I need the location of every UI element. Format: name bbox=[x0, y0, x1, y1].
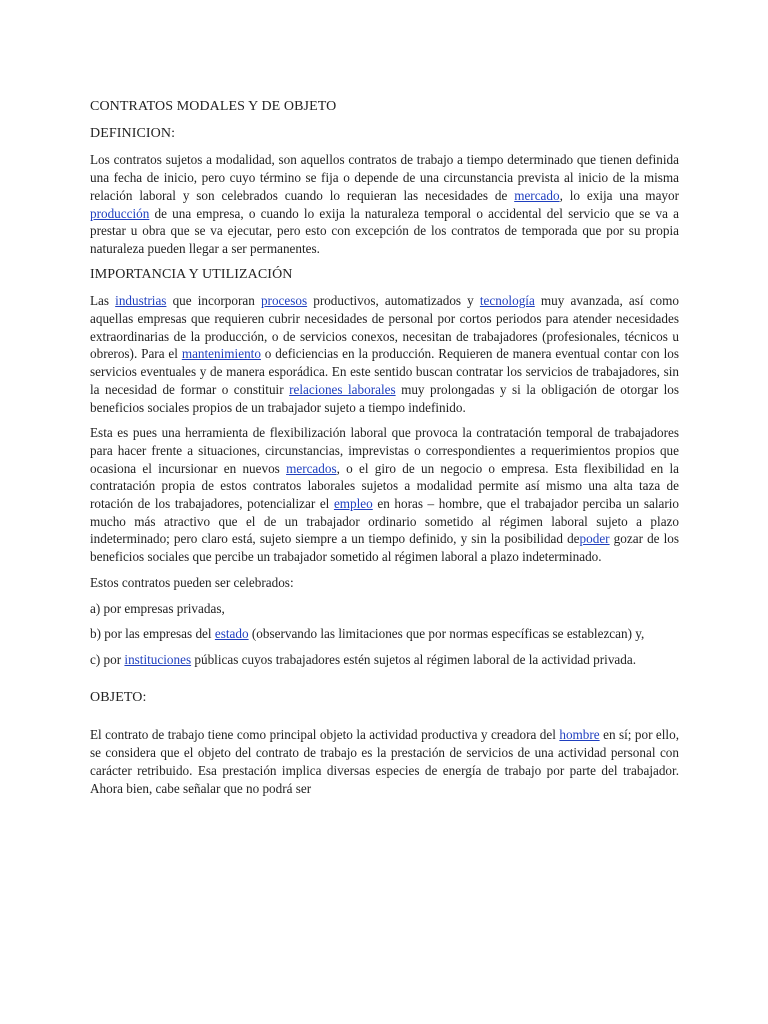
text-run: , o el giro de un negocio o empresa. Esta flexibilidad en la contratación propia de estos contratos laborales sujetos a modalidad permite así mismo una alta taza de rotación de los trabajadores, potencializar el bbox=[90, 460, 679, 512]
text-run: o deficiencias en la producción. Requieren de manera eventual contar con los servicios eventuales y de manera esporádica. En este sentido buscan contratar los servicios de trabajadores, sin la necesidad de formar o constituir bbox=[90, 346, 680, 397]
link-industrias[interactable]: industrias bbox=[115, 293, 167, 309]
link-mantenimiento[interactable]: mantenimiento bbox=[181, 346, 261, 362]
link-procesos[interactable]: procesos bbox=[260, 293, 308, 309]
definicion-paragraph bbox=[90, 151, 679, 257]
importancia-paragraph-3 bbox=[90, 574, 679, 592]
link-estado[interactable]: estado bbox=[214, 626, 249, 642]
link-empleo[interactable]: empleo bbox=[333, 496, 373, 512]
link-hombre[interactable]: hombre bbox=[559, 727, 600, 743]
text-run: públicas cuyos trabajadores estén sujetos al régimen laboral de la actividad privada. bbox=[191, 651, 637, 667]
link-tecnología[interactable]: tecnología bbox=[479, 293, 535, 309]
link-relaciones-laborales[interactable]: relaciones laborales bbox=[289, 381, 396, 397]
section-heading-importancia: IMPORTANCIA Y UTILIZACIÓN bbox=[90, 266, 293, 282]
text-run: Los contratos sujetos a modalidad, son aquellos contratos de trabajo a tiempo determinado que tienen definida una fecha de inicio, pero cuyo término se fija o depende de una circunstancia prevista al inicio de la misma relación laboral y son celebrados cuando lo requieran las necesidades de bbox=[90, 152, 679, 203]
list-item-c bbox=[90, 651, 679, 669]
text-run: Estos contratos pueden ser celebrados: bbox=[90, 574, 294, 590]
importancia-paragraph-2 bbox=[90, 424, 679, 566]
importancia-paragraph-1 bbox=[90, 292, 679, 416]
document-page bbox=[90, 98, 679, 805]
link-producción[interactable]: producción bbox=[90, 205, 150, 221]
text-run: que incorporan bbox=[166, 293, 261, 309]
text-run: (observando las limitaciones que por normas específicas se establezcan) y, bbox=[248, 626, 645, 642]
objeto-paragraph-1 bbox=[90, 726, 679, 797]
text-run: productivos, automatizados y bbox=[307, 293, 480, 309]
document-title: CONTRATOS MODALES Y DE OBJETO bbox=[90, 99, 337, 114]
list-item-a bbox=[90, 600, 679, 618]
text-run: muy prolongadas y si la obligación de otorgar los beneficios sociales propios de un trabajador sujeto a tiempo indefinido. bbox=[90, 381, 680, 415]
text-run: muy avanzada, así como aquellas empresas que requieren cubrir necesidades de personal por cortos periodos para atender necesidades extraordinarias de la producción, o de servicios conexos, necesitan de trabajadores (profesionales, técnicos u obreros). Para el bbox=[90, 293, 679, 362]
text-run: Esta es pues una herramienta de flexibilización laboral que provoca la contratación temporal de trabajadores para hacer frente a situaciones, circunstancias, imprevistas o correspondientes a requerimientos propios que ocasiona el incursionar en nuevos bbox=[90, 425, 679, 476]
link-poder[interactable]: poder bbox=[579, 531, 610, 547]
text-run: en sí; por ello, se considera que el objeto del contrato de trabajo es la prestación de servicios de una actividad personal con carácter retribuido. Esa prestación implica diversas especies de energía de trabajo por parte del trabajador. Ahora bien, cabe señalar que no podrá ser bbox=[90, 727, 679, 796]
text-run: Las bbox=[90, 293, 116, 309]
link-mercados[interactable]: mercados bbox=[286, 460, 337, 476]
text-run: El contrato de trabajo tiene como principal objeto la actividad productiva y creadora del bbox=[90, 727, 560, 743]
text-run: a) por empresas privadas, bbox=[90, 600, 225, 616]
link-instituciones[interactable]: instituciones bbox=[124, 651, 192, 667]
text-run: , lo exija una mayor bbox=[559, 187, 679, 203]
text-run: en horas – hombre, que el trabajador perciba un salario mucho más atractivo que el de un trabajador ordinario sometido al régimen laboral sujeto a plazo indeterminado; pero claro está, sujeto siempre a un tiempo definido, y sin la posibilidad de bbox=[90, 496, 680, 547]
text-run: gozar de los beneficios sociales que percibe un trabajador sometido al régimen laboral a plazo indeterminado. bbox=[90, 531, 680, 565]
text-run: b) por las empresas del bbox=[90, 626, 215, 642]
section-heading-definicion: DEFINICION: bbox=[90, 125, 176, 141]
list-item-b bbox=[90, 625, 679, 643]
text-run: c) por bbox=[90, 651, 125, 667]
text-run: de una empresa, o cuando lo exija la naturaleza temporal o accidental del servicio que se va a prestar u obra que se va ejecutar, pero esto con excepción de los contratos de temporada que por su propia naturaleza pueden llegar a ser permanentes. bbox=[90, 205, 679, 256]
section-heading-objeto: OBJETO: bbox=[90, 689, 147, 705]
link-mercado[interactable]: mercado bbox=[514, 187, 560, 203]
